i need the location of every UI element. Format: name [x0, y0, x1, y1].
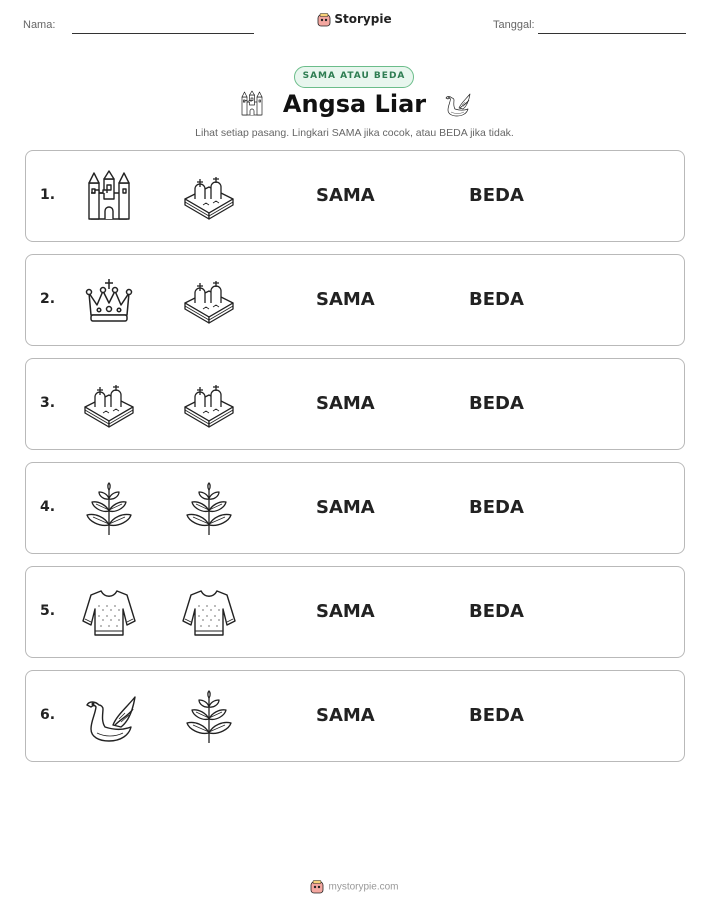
question-number: 2.	[40, 291, 56, 307]
question-list	[25, 150, 685, 774]
swan-icon	[443, 90, 471, 118]
same-option[interactable]: SAMA	[316, 289, 375, 310]
castle-icon	[238, 90, 266, 118]
sweater-icon	[181, 585, 237, 641]
castle-icon	[81, 169, 137, 225]
same-option[interactable]: SAMA	[316, 393, 375, 414]
name-label: Nama:	[23, 19, 56, 31]
swan-icon	[81, 689, 137, 745]
different-option[interactable]: BEDA	[469, 289, 524, 310]
graveyard-icon	[181, 273, 237, 329]
question-number: 5.	[40, 603, 56, 619]
nettle-plant-icon	[181, 689, 237, 745]
date-label: Tanggal:	[493, 19, 535, 31]
different-option[interactable]: BEDA	[469, 185, 524, 206]
worksheet-header	[0, 0, 709, 50]
different-option[interactable]: BEDA	[469, 497, 524, 518]
graveyard-icon	[181, 169, 237, 225]
nettle-plant-icon	[81, 481, 137, 537]
sweater-icon	[81, 585, 137, 641]
same-option[interactable]: SAMA	[316, 497, 375, 518]
storypie-logo-icon	[310, 880, 324, 894]
different-option[interactable]: BEDA	[469, 705, 524, 726]
question-row	[25, 670, 685, 762]
question-row	[25, 566, 685, 658]
storypie-logo-icon	[317, 13, 331, 27]
activity-badge: SAMA ATAU BEDA	[294, 66, 414, 88]
name-line	[72, 33, 254, 34]
question-row	[25, 462, 685, 554]
question-row	[25, 358, 685, 450]
instruction: Lihat setiap pasang. Lingkari SAMA jika cocok, atau BEDA jika tidak.	[195, 127, 514, 139]
date-field	[493, 19, 535, 31]
date-line	[538, 33, 686, 34]
question-row	[25, 254, 685, 346]
crown-icon	[81, 273, 137, 329]
question-number: 6.	[40, 707, 56, 723]
brand-name: Storypie	[334, 12, 392, 26]
different-option[interactable]: BEDA	[469, 393, 524, 414]
same-option[interactable]: SAMA	[316, 705, 375, 726]
question-number: 1.	[40, 187, 56, 203]
page-title: Angsa Liar	[282, 90, 427, 118]
footer-url[interactable]: mystorypie.com	[328, 881, 399, 893]
footer	[0, 880, 709, 894]
graveyard-icon	[181, 377, 237, 433]
question-row	[25, 150, 685, 242]
different-option[interactable]: BEDA	[469, 601, 524, 622]
same-option[interactable]: SAMA	[316, 185, 375, 206]
nettle-plant-icon	[181, 481, 237, 537]
title-row	[0, 90, 709, 124]
question-number: 3.	[40, 395, 56, 411]
graveyard-icon	[81, 377, 137, 433]
question-number: 4.	[40, 499, 56, 515]
brand	[0, 12, 709, 27]
same-option[interactable]: SAMA	[316, 601, 375, 622]
